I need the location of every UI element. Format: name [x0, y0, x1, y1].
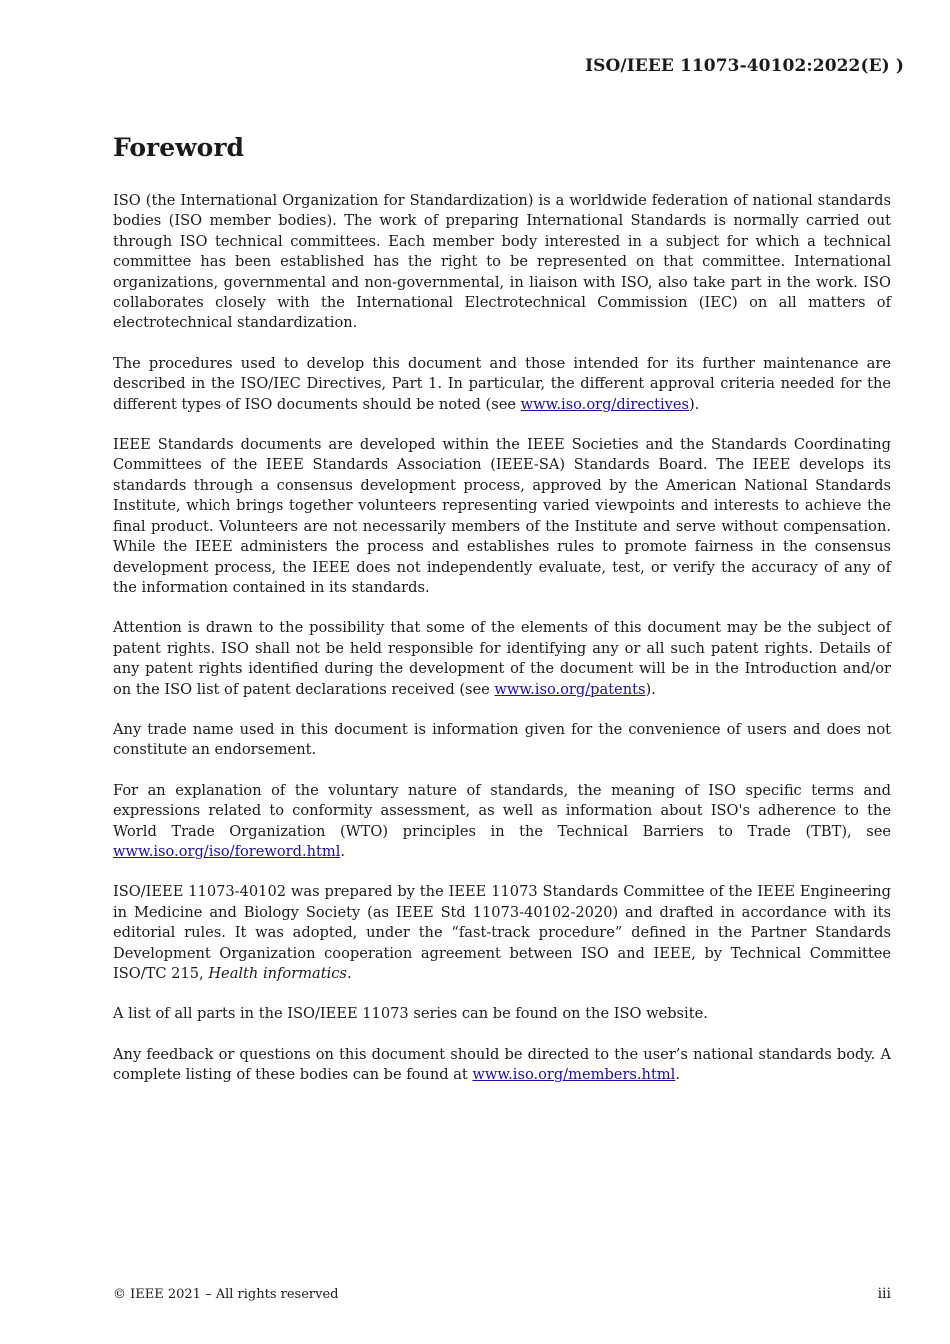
paragraph-tail: ). [689, 395, 700, 413]
paragraph-feedback [113, 1045, 891, 1086]
foreword-link[interactable]: www.iso.org/iso/foreword.html [113, 842, 341, 860]
paragraph-tail: ). [645, 680, 656, 698]
patents-link[interactable]: www.iso.org/patents [494, 680, 646, 698]
paragraph-text: ISO/IEEE 11073-40102 was prepared by the IEEE 11073 Standards Committee of the IEEE Engineering in Medicine and Biology Society (as IEEE Std 11073-40102-2020) and drafted in accordance with its editorial rules. It was adopted, under the “fast-track procedure” defined in the Partner Standards Development Organization cooperation agreement between ISO and IEEE, by Technical Committee ISO/TC 215, [113, 883, 891, 982]
committee-title: Health informatics [208, 965, 347, 982]
paragraph-directives [113, 354, 891, 415]
paragraph-patents [113, 618, 891, 700]
foreword-body [113, 191, 891, 1106]
document-id: ISO/IEEE 11073-40102:2022(E) ) [585, 56, 904, 76]
paragraph-prepared-by [113, 882, 891, 984]
paragraph-text: Attention is drawn to the possibility that some of the elements of this document may be the subject of patent rights. ISO shall not be held responsible for identifying any or all such patent rights. Details of any patent rights identified during the development of the document will be in the Introduction and/or on the ISO list of patent declarations received (see [113, 619, 891, 698]
directives-link[interactable]: www.iso.org/directives [520, 395, 690, 413]
copyright-notice: © IEEE 2021 – All rights reserved [113, 1287, 339, 1302]
paragraph-text: For an explanation of the voluntary nature of standards, the meaning of ISO specific terms and expressions related to conformity assessment, as well as information about ISO's adherence to the World Trade Organization (WTO) principles in the Technical Barriers to Trade (TBT), see [113, 781, 891, 840]
paragraph-text: The procedures used to develop this document and those intended for its further maintenance are described in the ISO/IEC Directives, Part 1. In particular, the different approval criteria needed for the different types of ISO documents should be noted (see [113, 354, 891, 413]
members-link[interactable]: www.iso.org/members.html [472, 1066, 676, 1084]
paragraph-tail: . [340, 842, 346, 860]
paragraph-trade-name: Any trade name used in this document is information given for the convenience of users and does not constitute an endorsement. [113, 720, 891, 759]
paragraph-ieee-standards: IEEE Standards documents are developed within the IEEE Societies and the Standards Coordinating Committees of the IEEE Standards Association (IEEE-SA) Standards Board. The IEEE develops its standards through a consensus development process, approved by the American National Standards Institute, which brings together volunteers representing varied viewpoints and interests to achieve the final product. Volunteers are not necessarily members of the Institute and serve without compensation. While the IEEE administers the process and establishes rules to promote fairness in the consensus development process, the IEEE does not independently evaluate, test, or verify the accuracy of any of the information contained in its standards. [113, 436, 891, 596]
paragraph-iso-intro: ISO (the International Organization for Standardization) is a worldwide federation of national standards bodies (ISO member bodies). The work of preparing International Standards is normally carried out through ISO technical committees. Each member body interested in a subject for which a technical committee has been established has the right to be represented on that committee. International organizations, governmental and non-governmental, in liaison with ISO, also take part in the work. ISO collaborates closely with the International Electrotechnical Commission (IEC) on all matters of electrotechnical standardization. [113, 192, 891, 332]
paragraph-text: Any feedback or questions on this document should be directed to the user’s national standards body. A complete listing of these bodies can be found at [113, 1045, 891, 1084]
page-number: iii [877, 1286, 891, 1302]
paragraph-series-list: A list of all parts in the ISO/IEEE 11073 series can be found on the ISO website. [113, 1005, 708, 1023]
paragraph-tail: . [675, 1066, 680, 1084]
page-title: Foreword [113, 133, 244, 162]
paragraph-tail: . [346, 965, 352, 982]
paragraph-voluntary-nature [113, 781, 891, 863]
